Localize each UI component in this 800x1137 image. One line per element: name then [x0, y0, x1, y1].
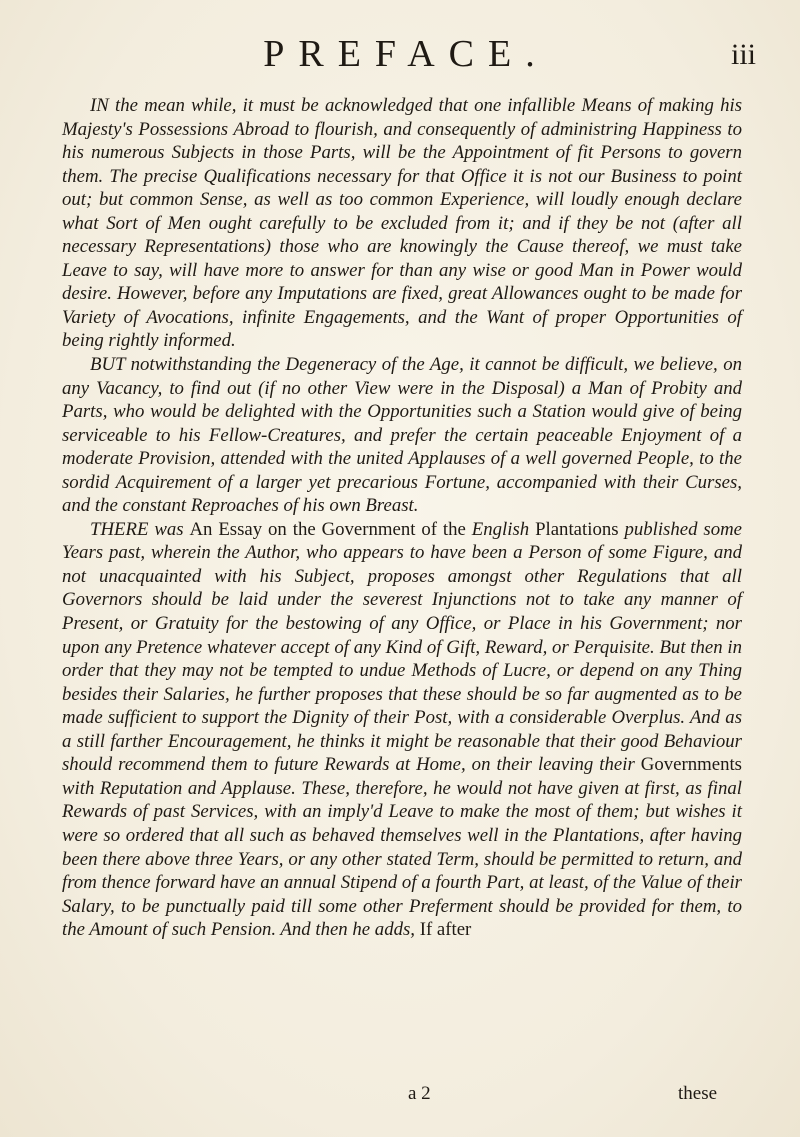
catchword: these	[678, 1083, 718, 1104]
page-footer	[0, 1083, 800, 1107]
page-number: iii	[730, 38, 756, 71]
roman-text-run: Governments	[640, 754, 742, 776]
roman-text-run: An Essay on the Government of the	[189, 518, 472, 540]
italic-text-run: IN the mean while, it must be acknowledged that one infallible Means of making his Majesty's Possessions Abroad to flourish, and consequently of administring Happiness to his numerous Subjects in those Parts, will be the Appointment of fit Persons to govern them. The precise Qualifications necessary for that Office it is not our Business to point out; but common Sense, as well as too common Experience, will loudly enough declare what Sort of Men ought carefully to be excluded from it; and if they be not (after all necessary Representations) those who are knowingly the Cause thereof, we must take Leave to say, will have more to answer for than any wise or good Man in Power would desire. However, before any Imputations are fixed, great Allowances ought to be made for Variety of Avocations, infinite Engagements, and the Want of proper Opportunities of being rightly informed.	[62, 95, 742, 352]
italic-text-run: BUT notwithstanding the Degeneracy of the Age, it cannot be difficult, we believe, on any Vacancy, to find out (if no other View were in the Disposal) a Man of Probity and Parts, who would be delighted with the Opportunities such a Station would give of being serviceable to his Fellow-Creatures, and prefer the certain peaceable Enjoyment of a moderate Provision, attended with the united Applauses of a well governed People, to the sordid Acquirement of a larger yet precarious Fortune, accompanied with their Curses, and the constant Reproaches of his own Breast.	[62, 354, 742, 517]
paragraph	[62, 353, 742, 518]
paragraph	[62, 94, 742, 353]
italic-text-run: with Reputation and Applause. These, therefore, he would not have given at first, as final Rewards of past Services, with an imply'd Leave to make the most of them; but wishes it were so ordered that all such as behaved themselves well in the Plantations, after having been there above three Years, or any other stated Term, should be permitted to return, and from thence forward have an annual Stipend of a fourth Part, at least, of the Value of their Salary, to be punctually paid till some other Preferment should be provided for them, to the Amount of such Pension. And then he adds,	[62, 777, 742, 941]
italic-text-run: THERE was	[90, 518, 190, 540]
roman-text-run: Plantations	[535, 518, 619, 540]
page-header	[0, 32, 800, 82]
italic-text-run: published some Years past, wherein the Author, who appears to have been a Person of some Figure, and not unacquainted with his Subject, proposes amongst other Regulations that all Governors should be laid under the severest Injunctions not to take any manner of Present, or Gratuity for the bestowing of any Office, or Place in his Government; nor upon any Pretence whatever accept of any Kind of Gift, Reward, or Perquisite. But then in order that they may not be tempted to undue Methods of Lucre, or depend on any Thing besides their Salaries, he further proposes that these should be so far augmented as to be made sufficient to support the Dignity of their Post, with a considerable Overplus. And as a still farther Encouragement, he thinks it might be reasonable that their good Behaviour should recommend them to future Rewards at Home, on their leaving their	[62, 518, 742, 776]
paragraph	[62, 518, 742, 942]
roman-text-run: If after	[419, 919, 472, 941]
preface-text	[62, 94, 742, 942]
signature-mark: a 2	[408, 1083, 431, 1104]
italic-text-run: English	[471, 518, 536, 540]
running-head: PREFACE.	[263, 33, 549, 75]
